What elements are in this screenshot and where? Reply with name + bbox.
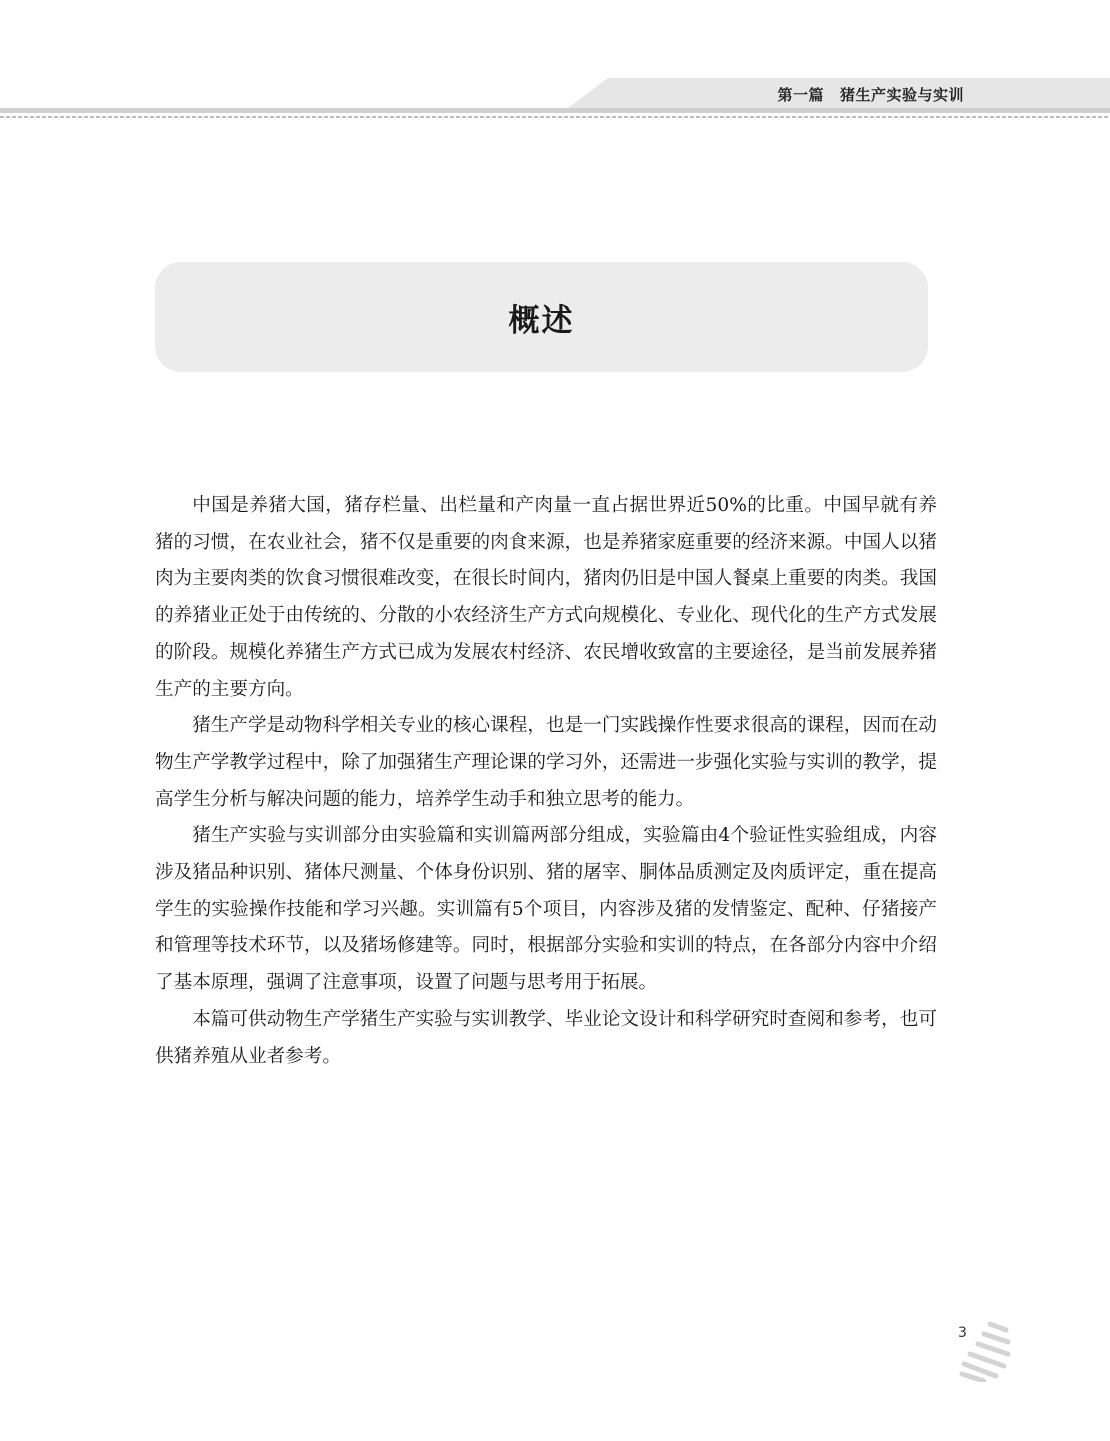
paragraph-1: 中国是养猪大国，猪存栏量、出栏量和产肉量一直占据世界近50%的比重。中国早就有养猪的习惯，在农业社会，猪不仅是重要的肉食来源，也是养猪家庭重要的经济来源。中国人以猪肉为主要肉类的饮食习惯很难改变，在很长时间内，猪肉仍旧是中国人餐桌上重要的肉类。我国的养猪业正处于由传统的、分散的小农经济生产方式向规模化、专业化、现代化的生产方式发展的阶段。规模化养猪生产方式已成为发展农村经济、农民增收致富的主要途径，是当前发展养猪生产的主要方向。 — [155, 495, 937, 700]
header-rule — [0, 108, 1110, 113]
header-title: 猪生产实验与实训 — [839, 86, 964, 104]
page-number: 3 — [958, 1325, 967, 1341]
paragraph-4: 本篇可供动物生产学猪生产实验与实训教学、毕业论文设计和科学研究时查阅和参考，也可供猪养殖从业者参考。 — [155, 1008, 937, 1067]
title-box — [155, 262, 928, 372]
running-header-text — [777, 84, 964, 105]
page-title: 概述 — [508, 302, 575, 339]
body-text — [155, 488, 937, 1075]
paragraph-2: 猪生产学是动物科学相关专业的核心课程，也是一门实践操作性要求很高的课程，因而在动物生产学教学过程中，除了加强猪生产理论课的学习外，还需进一步强化实验与实训的教学，提高学生分析与解决问题的能力，培养学生动手和独立思考的能力。 — [155, 715, 937, 810]
paragraph-3: 猪生产实验与实训部分由实验篇和实训篇两部分组成，实验篇由4个验证性实验组成，内容涉及猪品种识别、猪体尺测量、个体身份识别、猪的屠宰、胴体品质测定及肉质评定，重在提高学生的实验操作技能和学习兴趣。实训篇有5个项目，内容涉及猪的发情鉴定、配种、仔猪接产和管理等技术环节，以及猪场修建等。同时，根据部分实验和实训的特点，在各部分内容中介绍了基本原理，强调了注意事项，设置了问题与思考用于拓展。 — [155, 825, 937, 994]
header-part-label: 第一篇 — [777, 86, 824, 104]
